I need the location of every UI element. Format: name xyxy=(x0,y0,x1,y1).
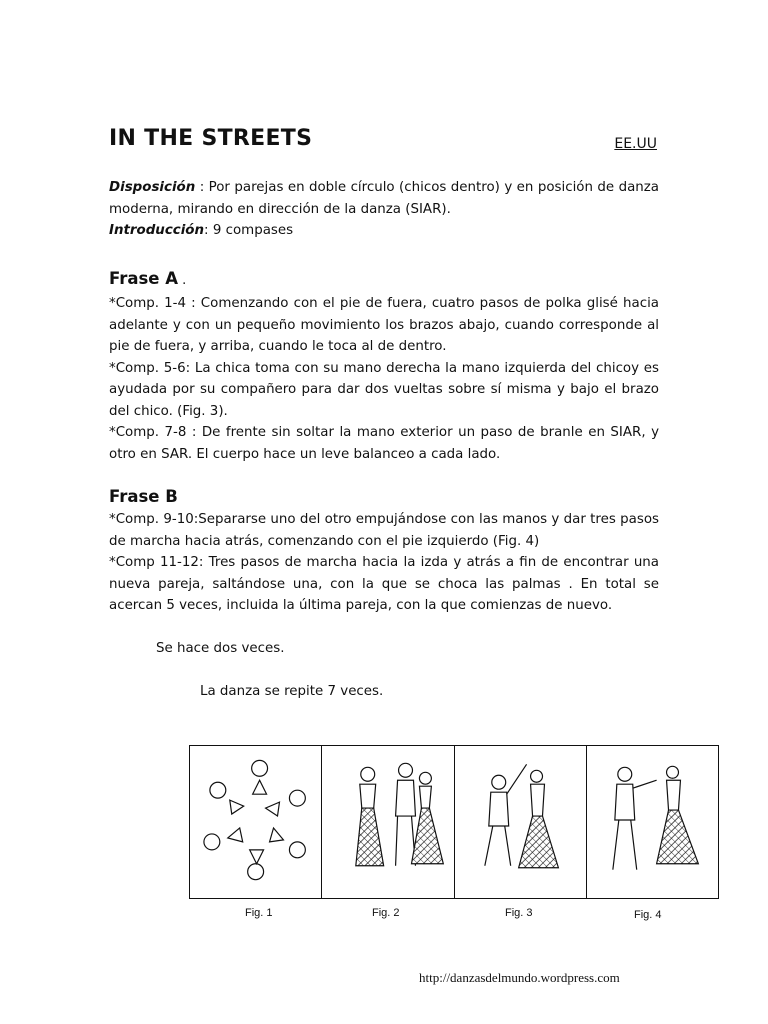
dancers-illustration xyxy=(322,746,453,898)
phrase-a-block xyxy=(109,267,659,465)
figures-strip xyxy=(189,745,719,899)
introduction-paragraph xyxy=(109,220,659,242)
phrase-a-heading xyxy=(109,267,659,293)
disposition-text: : Por parejas en doble círculo (chicos dentro) y en posición de danza moderna, mirando en dirección de la danza (SIAR). xyxy=(109,180,659,217)
page-title: IN THE STREETS xyxy=(109,126,313,151)
figure-3-label: Fig. 3 xyxy=(505,907,533,919)
phrase-b-block xyxy=(109,485,659,617)
repeat-twice-note: Se hace dos veces. xyxy=(156,641,285,656)
figure-2-label: Fig. 2 xyxy=(372,907,400,919)
figure-2-panel xyxy=(322,746,454,898)
figure-1-panel xyxy=(190,746,322,898)
disposition-paragraph xyxy=(109,177,659,220)
phrase-a-line: *Comp. 1-4 : Comenzando con el pie de fuera, cuatro pasos de polka glisé hacia adelante y con un pequeño movimiento los brazos abajo, cuando corresponde al pie de fuera, y arriba, cuando le toca al de dentro. xyxy=(109,296,659,354)
dancers-illustration xyxy=(455,746,586,898)
figure-4-label: Fig. 4 xyxy=(634,909,662,921)
introduction-text: : 9 compases xyxy=(204,223,294,238)
phrase-b-line: *Comp 11-12: Tres pasos de marcha hacia la izda y atrás a fin de encontrar una nueva pareja, saltándose una, con la que se choca las palmas . En total se acercan 5 veces, incluida la última pareja, con la que comienzas de nuevo. xyxy=(109,555,659,613)
phrase-a-heading-suffix: . xyxy=(178,273,187,288)
phrase-a-line: *Comp. 7-8 : De frente sin soltar la mano exterior un paso de branle en SIAR, y otro en SAR. El cuerpo hace un leve balanceo a cada lado. xyxy=(109,425,659,462)
figure-1-label: Fig. 1 xyxy=(245,907,273,919)
phrase-a-line: *Comp. 5-6: La chica toma con su mano derecha la mano izquierda del chicoy es ayudada por su compañero para dar dos vueltas sobre sí misma y bajo el brazo del chico. (Fig. 3). xyxy=(109,360,659,419)
figure-4-panel xyxy=(587,746,718,898)
footer-url: http://danzasdelmundo.wordpress.com xyxy=(419,970,620,985)
repeat-seven-note: La danza se repite 7 veces. xyxy=(200,684,384,699)
phrase-b-heading: Frase B xyxy=(109,487,178,506)
figure-3-panel xyxy=(455,746,587,898)
dancers-illustration xyxy=(587,746,718,898)
phrase-a-title: Frase A xyxy=(109,269,179,288)
country-label: EE.UU xyxy=(614,136,657,152)
disposition-label: Disposición xyxy=(109,180,196,195)
phrase-b-line: *Comp. 9-10:Separarse uno del otro empujándose con las manos y dar tres pasos de marcha hacia atrás, comenzando con el pie izquierdo (Fig. 4) xyxy=(109,512,659,549)
circle-formation-diagram xyxy=(190,746,321,898)
introduction-label: Introducción xyxy=(109,223,205,238)
intro-block xyxy=(109,177,659,242)
